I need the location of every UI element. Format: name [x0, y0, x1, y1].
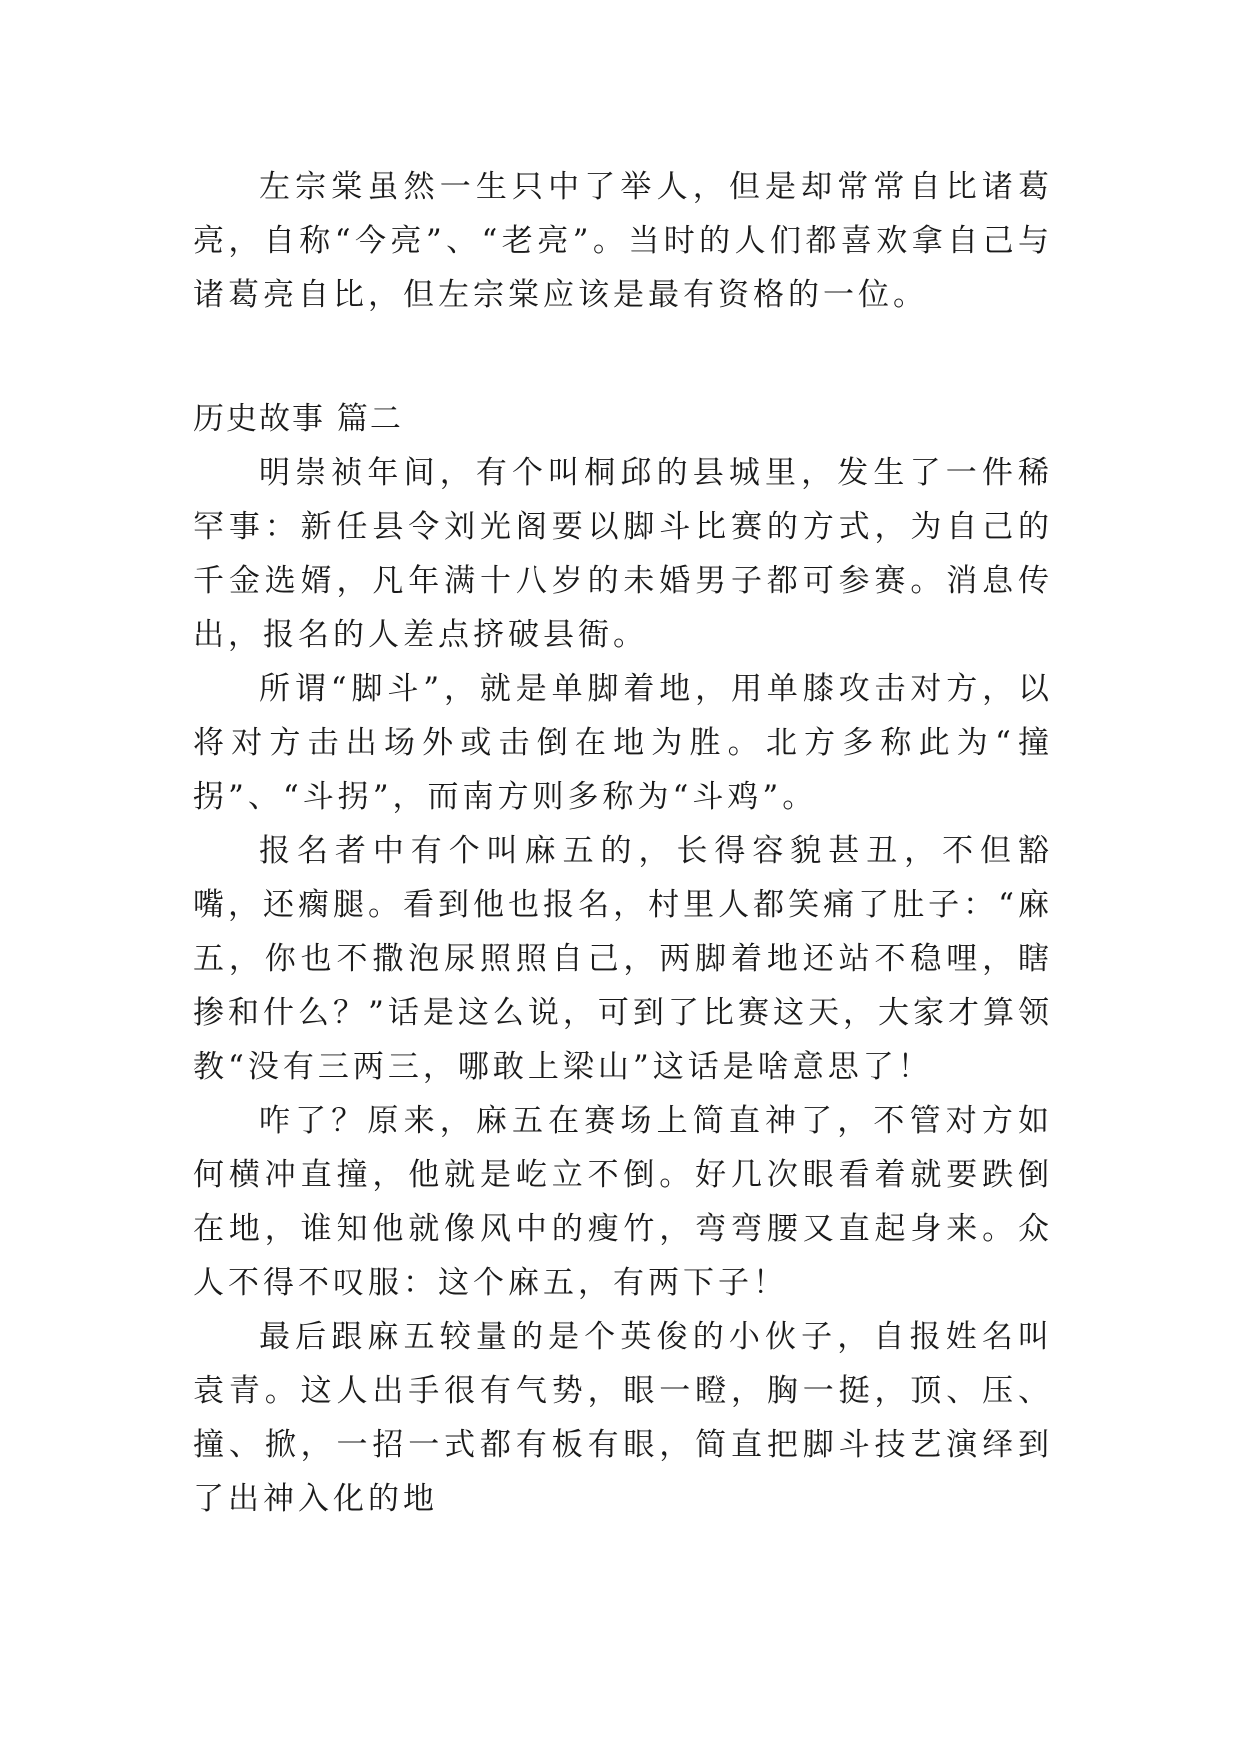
section-heading: 历史故事 篇二 [193, 401, 403, 437]
document-body [193, 160, 1053, 1526]
paragraph-2: 所谓“脚斗”，就是单脚着地，用单膝攻击对方，以将对方击出场外或击倒在地为胜。北方多称此为“撞拐”、“斗拐”，而南方则多称为“斗鸡”。 [193, 671, 1053, 815]
section-spacer [193, 322, 1053, 392]
paragraph-5: 最后跟麻五较量的是个英俊的小伙子，自报姓名叫袁青。这人出手很有气势，眼一瞪，胸一挺，顶、压、撞、掀，一招一式都有板有眼，简直把脚斗技艺演绎到了出神入化的地 [193, 1319, 1053, 1517]
paragraph-1: 明崇祯年间，有个叫桐邱的县城里，发生了一件稀罕事：新任县令刘光阁要以脚斗比赛的方式，为自己的千金选婿，凡年满十八岁的未婚男子都可参赛。消息传出，报名的人差点挤破县衙。 [193, 455, 1053, 653]
paragraph-3: 报名者中有个叫麻五的，长得容貌甚丑，不但豁嘴，还瘸腿。看到他也报名，村里人都笑痛了肚子：“麻五，你也不撒泡尿照照自己，两脚着地还站不稳哩，瞎掺和什么？”话是这么说，可到了比赛这天，大家才算领教“没有三两三，哪敢上梁山”这话是啥意思了！ [193, 833, 1053, 1085]
paragraph-4: 咋了？原来，麻五在赛场上简直神了，不管对方如何横冲直撞，他就是屹立不倒。好几次眼看着就要跌倒在地，谁知他就像风中的瘦竹，弯弯腰又直起身来。众人不得不叹服：这个麻五，有两下子！ [193, 1103, 1053, 1301]
paragraph-zuo-zongtang: 左宗棠虽然一生只中了举人，但是却常常自比诸葛亮，自称“今亮”、“老亮”。当时的人们都喜欢拿自己与诸葛亮自比，但左宗棠应该是最有资格的一位。 [193, 169, 1053, 313]
